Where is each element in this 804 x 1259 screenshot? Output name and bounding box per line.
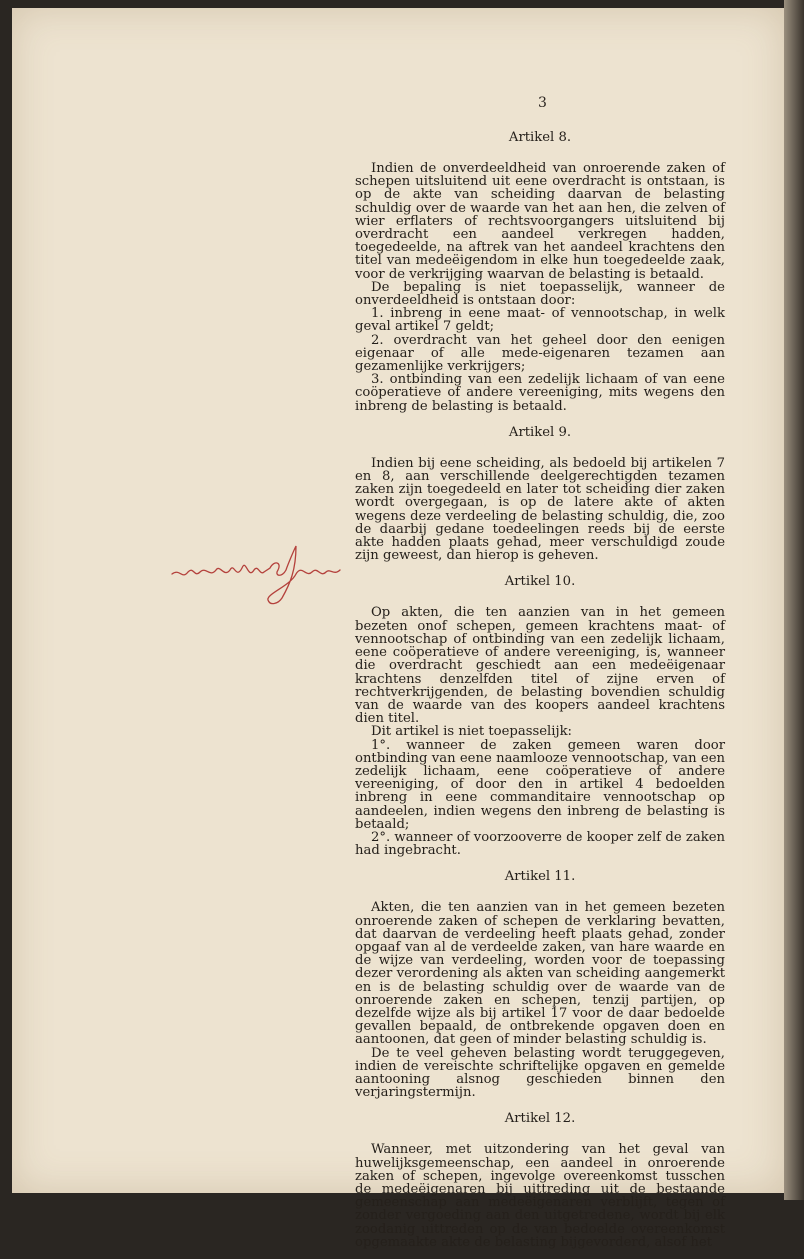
article-8 [355,128,725,413]
article-heading: Artikel 11. [504,869,576,885]
paragraph: 2°. wanneer of voorzooverre de kooper zelf de zaken had ingebracht. [355,829,725,859]
page-edge [784,0,804,1200]
article-11 [355,867,725,1099]
paragraph: De te veel geheven belasting wordt teruggegeven, indien de vereischte schriftelijke opgaven en gemelde aantooning alsnog geschieden binnen den verjaringstermijn. [355,1045,725,1101]
handwritten-margin-note [170,540,350,610]
article-10 [355,572,725,857]
article-heading: Artikel 10. [504,574,576,590]
paragraph: 2. overdracht van het geheel door den eenigen eigenaar of alle mede-eigenaren tezamen aan gezamenlijke verkrijgers; [355,332,725,375]
article-heading: Artikel 12. [504,1111,576,1127]
paragraph: Wanneer, met uitzondering van het geval van huwelijksgemeenschap, een aandeel in onroerende zaken of schepen, ingevolge overeenkomst tusschen de medeëigenaren bij uittreding uit de bestaande gemeenschap aan medeëigenaren verblijft, tegen of zonder vergoeding aan den uitgetredene, wordt bij elk zoodanig uittreden op de van bedoelde overeenkomst opgemaakte akte de belasting bijgevorderd, alsof het [355,1142,725,1250]
paragraph: 1. inbreng in eene maat- of vennootschap, in welk geval artikel 7 geldt; [355,306,725,335]
article-9 [355,423,725,563]
text-column [355,128,725,1259]
paragraph: Indien de onverdeeldheid van onroerende zaken of schepen uitsluitend uit eene overdracht is ontstaan, is op de akte van scheiding daarvan de belasting schuldig over de waarde van het aan hen, die zelven of wier erflaters of rechtsvoorgangers uitsluitend bij overdracht een aandeel verkregen hadden, toegedeelde, na aftrek van het aandeel krachtens den titel van medeëigendom in elke hun toegedeelde zaak, voor de verkrijging waarvan de belasting is betaald. [355,161,725,282]
paragraph: Akten, die ten aanzien van in het gemeen bezeten onroerende zaken of schepen de verklaring bevatten, dat daarvan de verdeeling heeft plaats gehad, zonder opgaaf van al de verdeelde zaken, van hare waarde en de wijze van verdeeling, worden voor de toepassing dezer verordening als akten van scheiding aangemerkt en is de belasting schuldig over de waarde van de onroerende zaken en schepen, tenzij partijen, op dezelfde wijze als bij artikel 17 voor de daar bedoelde gevallen bepaald, de ontbrekende opgaven doen en aantoonen, dat geen of minder belasting schuldig is. [355,900,725,1048]
paragraph: Indien bij eene scheiding, als bedoeld bij artikelen 7 en 8, aan verschillende deelgerechtigden tezamen zaken zijn toegedeeld en later tot scheiding dier zaken wordt overgegaan, is op de latere akte of akten wegens deze verdeeling de belasting schuldig, die, zoo de daarbij gedane toedeelingen reeds bij de eerste akte hadden plaats gehad, meer verschuldigd zoude zijn geweest, dan hierop is geheven. [355,455,725,564]
paragraph: Op akten, die ten aanzien van in het gemeen bezeten onof schepen, gemeen krachtens maat- of vennootschap of ontbinding van een zedelijk lichaam, eene coöperatieve of andere vereeniging, is, wanneer die overdracht geschiedt aan een medeëigenaar krachtens denzelfden titel of zijne erven of rechtverkrijgenden, de belasting bovendien schuldig van de waarde van des koopers aandeel krachtens dien titel. [355,605,725,727]
paragraph: 3. ontbinding van een zedelijk lichaam of van eene coöperatieve of andere vereeniging, mits wegens den inbreng de belasting is betaald. [355,372,725,414]
article-12 [355,1109,725,1249]
paragraph: Dit artikel is niet toepasselijk: [371,724,572,740]
paragraph: 1°. wanneer de zaken gemeen waren door ontbinding van eene naamlooze vennootschap, van een zedelijk lichaam, eene coöperatieve of andere vereeniging, of door den in artikel 4 bedoelden inbreng in eene commanditaire vennootschap op aandeelen, indien wegens den inbreng de belasting is betaald; [355,737,725,832]
paragraph: De bepaling is niet toepasselijk, wanneer de onverdeeldheid is ontstaan door: [355,279,725,309]
page-number: 3 [538,95,547,111]
article-heading: Artikel 8. [508,130,572,145]
article-heading: Artikel 9. [508,424,572,440]
